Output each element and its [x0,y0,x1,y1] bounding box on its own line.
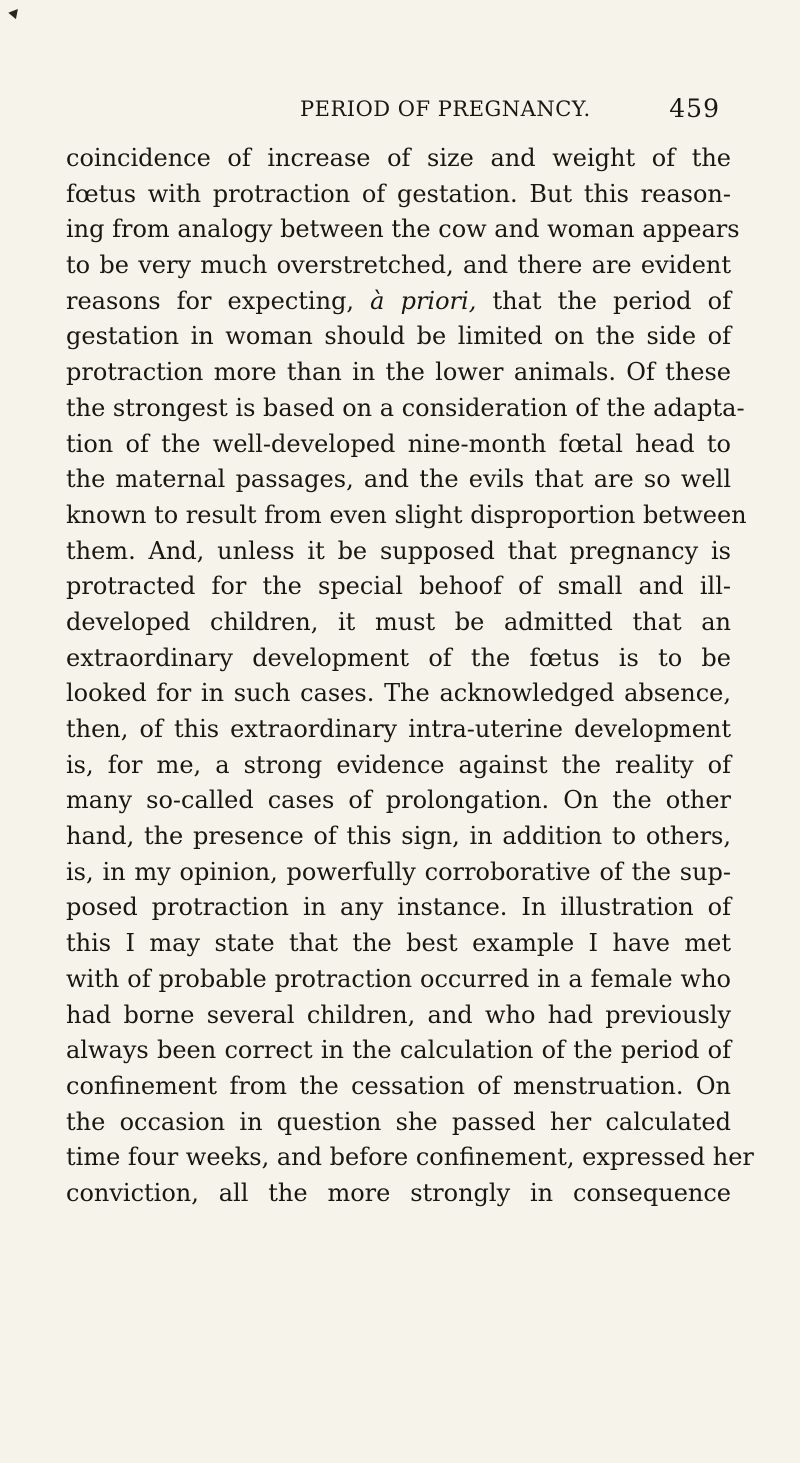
text-line: always been correct in the calculation of the period of [66,1036,731,1065]
text-segment: reasons for expecting, [66,286,355,315]
text-line: the occasion in question she passed her calculated [66,1107,731,1136]
text-line: developed children, it must be admitted that an [66,607,731,636]
body-text [66,141,754,1212]
text-line: ing from analogy between the cow and woman appears [66,215,740,244]
text-line: them. And, unless it be supposed that pregnancy is [66,536,731,565]
page-number: 459 [669,94,720,123]
text-line: protraction more than in the lower animals. Of these [66,358,731,387]
text-line [66,284,731,320]
text-line: then, of this extraordinary intra-uterine development [66,715,731,743]
text-segment: that the period of [492,286,731,315]
text-line: with of probable protraction occurred in a female who [66,964,731,993]
text-line: the strongest is based on a consideration of the adapta- [66,393,745,422]
text-line: protracted for the special behoof of small and ill- [66,572,731,601]
text-line: the maternal passages, and the evils that are so well [66,465,731,494]
text-line: conviction, all the more strongly in consequence [66,1178,731,1207]
text-line: to be very much overstretched, and there are evident [66,251,731,280]
page-header [300,94,720,129]
text-line: known to result from even slight disproportion between [66,500,747,529]
text-line: fœtus with protraction of gestation. But this reason- [66,179,731,208]
text-line: is, for me, a strong evidence against the reality of [66,750,731,779]
running-head: PERIOD OF PREGNANCY. [300,97,591,121]
text-line: confinement from the cessation of menstruation. On [66,1071,731,1100]
text-line: extraordinary development of the fœtus is to be [66,643,731,672]
text-line: is, in my opinion, powerfully corroborative of the sup- [66,857,731,886]
italic-phrase: à priori, [370,286,477,315]
text-line: looked for in such cases. The acknowledged absence, [66,679,731,708]
text-line: time four weeks, and before confinement, expressed her [66,1143,754,1172]
text-line: tion of the well-developed nine-month fœtal head to [66,429,731,458]
page-corner-mark [8,6,21,19]
text-line: hand, the presence of this sign, in addition to others, [66,822,731,851]
text-line: posed protraction in any instance. In illustration of [66,893,731,922]
text-line: had borne several children, and who had previously [66,1000,731,1029]
text-line: coincidence of increase of size and weight of the [66,144,731,172]
text-line: many so-called cases of prolongation. On the other [66,786,731,815]
text-line: gestation in woman should be limited on the side of [66,322,731,351]
text-line: this I may state that the best example I have met [66,929,731,958]
